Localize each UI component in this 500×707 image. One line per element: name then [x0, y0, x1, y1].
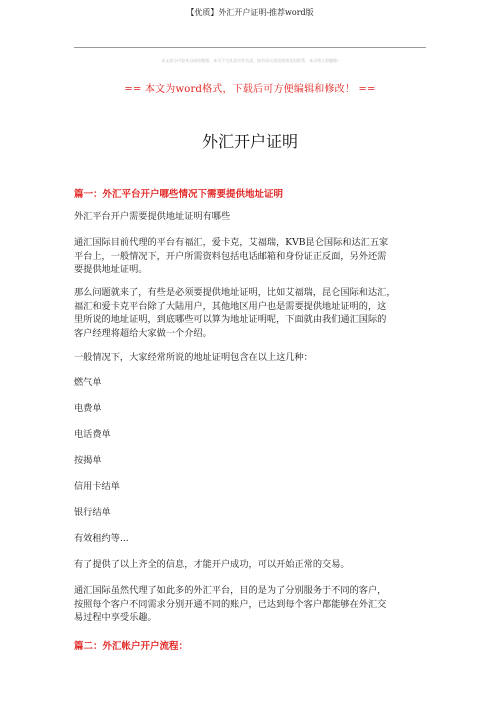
list-item: 电费单	[74, 403, 102, 414]
paragraph-3-line: 客户经理将超给大家做一个介绍。	[74, 327, 212, 339]
paragraph-3-line: 里所说的地址证明，到底哪些可以算为地址证明呢，下面就由我们通汇国际的	[74, 314, 387, 325]
paragraph-2-line: 通汇国际目前代理的平台有福汇，爱卡克，艾福瑞，KVB昆仑国际和达汇五家	[74, 237, 389, 248]
paragraph-2	[74, 236, 430, 277]
section-heading-1: 篇一：外汇平台开户哪些情况下需要提供地址证明	[74, 189, 284, 200]
list-item: 电话费单	[74, 429, 111, 440]
paragraph-6	[74, 584, 430, 625]
paragraph-3-line: 那么问题就来了，有些是必须要提供地址证明，比如艾福瑞，昆仑国际和达汇，	[74, 287, 396, 298]
list-item: 信用卡结单	[74, 481, 120, 492]
paragraph-6-line: 易过程中享受乐趣。	[74, 612, 157, 623]
paragraph-1: 外汇平台开户需要提供地址证明有哪些	[74, 211, 231, 222]
paragraph-4: 一般情况下，大家经常所说的地址证明包含在以上这几种：	[74, 352, 313, 363]
paragraph-6-line: 通汇国际虽然代理了如此多的外汇平台，目的是为了分别服务于不同的客户，	[74, 585, 387, 596]
list-item: 燃气单	[74, 377, 102, 388]
header-divider	[74, 47, 426, 48]
word-format-notice: == 本文为word格式，下载后可方便编辑和修改！ ==	[124, 84, 376, 95]
paragraph-2-line: 平台上，一般情况下，开户所需资料包括电话邮箱和身份证正反面，另外还需	[74, 250, 387, 262]
list-item: 银行结单	[74, 507, 111, 518]
disclaimer-text: 本文部分内容来自网络整理，本司不为其真实性负责，如有异议或侵权请及时联系，本司将立即删除!	[161, 58, 339, 63]
paragraph-6-line: 按照每个客户不同需求分别开通不同的账户，已达到每个客户都能够在外汇交	[74, 598, 387, 610]
paragraph-2-line: 要提供地址证明。	[74, 264, 148, 275]
paragraph-3-line: 福汇和爱卡克平台除了大陆用户，其他地区用户也是需要提供地址证明的，这	[74, 300, 387, 312]
paragraph-3	[74, 286, 430, 340]
document-title: 外汇开户证明	[201, 132, 298, 151]
section-heading-2: 篇二：外汇帐户开户流程：	[74, 641, 189, 652]
list-item: 有效租约等...	[74, 533, 129, 544]
header-title: 【优质】外汇开户证明-推荐word版	[186, 8, 314, 17]
list-item: 按揭单	[74, 455, 102, 466]
paragraph-5: 有了提供了以上齐全的信息，才能开户成功，可以开始正常的交易。	[74, 559, 350, 570]
